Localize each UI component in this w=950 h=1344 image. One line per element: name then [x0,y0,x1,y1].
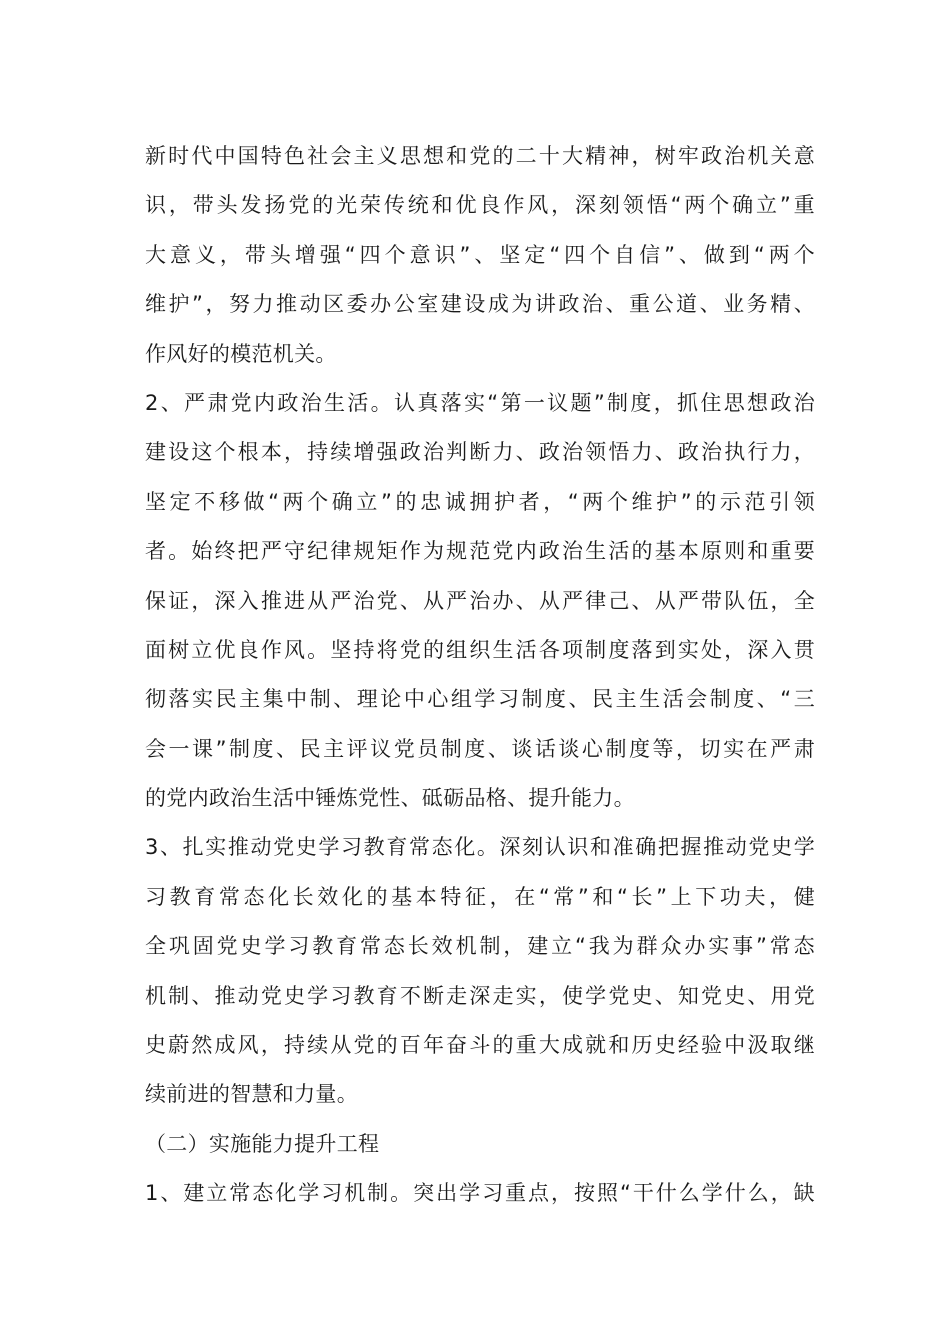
text-line: 维护”，努力推动区委办公室建设成为讲政治、重公道、业务精、 [145,292,815,317]
text-line: 史蔚然成风，持续从党的百年奋斗的重大成就和历史经验中汲取继 [145,1033,815,1058]
numbered-item-heading: 2、严肃党内政治生活。认真落实“第一议题”制度，抓住思想政治 [145,390,815,415]
text-line: 彻落实民主集中制、理论中心组学习制度、民主生活会制度、“三 [145,687,815,712]
text-line: 会一课”制度、民主评议党员制度、谈话谈心制度等，切实在严肃 [145,736,815,761]
text-line: 建设这个根本，持续增强政治判断力、政治领悟力、政治执行力， [145,440,815,465]
text-line: 大意义，带头增强“四个意识”、坚定“四个自信”、做到“两个 [145,242,815,267]
text-line: 坚定不移做“两个确立”的忠诚拥护者，“两个维护”的示范引领 [145,489,815,514]
text-line: 识，带头发扬党的光荣传统和优良作风，深刻领悟“两个确立”重 [145,193,815,218]
body-text [145,132,815,1219]
numbered-item-heading: 3、扎实推动党史学习教育常态化。深刻认识和准确把握推动党史学 [145,835,815,860]
text-line: 面树立优良作风。坚持将党的组织生活各项制度落到实处，深入贯 [145,637,815,662]
text-line: 机制、推动党史学习教育不断走深走实，使学党史、知党史、用党 [145,983,815,1008]
text-line: 习教育常态化长效化的基本特征，在“常”和“长”上下功夫，健 [145,884,815,909]
text-line: 的党内政治生活中锤炼党性、砥砺品格、提升能力。 [145,786,635,811]
text-line: 全巩固党史学习教育常态长效机制，建立“我为群众办实事”常态 [145,934,815,959]
text-line: 新时代中国特色社会主义思想和党的二十大精神，树牢政治机关意 [145,144,815,168]
text-line: 作风好的模范机关。 [145,341,337,366]
numbered-item-heading: 1、建立常态化学习机制。突出学习重点，按照“干什么学什么，缺 [145,1181,815,1206]
text-line: 保证，深入推进从严治党、从严治办、从严律己、从严带队伍，全 [145,588,815,613]
section-subheading: （二）实施能力提升工程 [145,1131,380,1156]
text-line: 者。始终把严守纪律规矩作为规范党内政治生活的基本原则和重要 [145,539,815,564]
text-line: 续前进的智慧和力量。 [145,1082,358,1107]
